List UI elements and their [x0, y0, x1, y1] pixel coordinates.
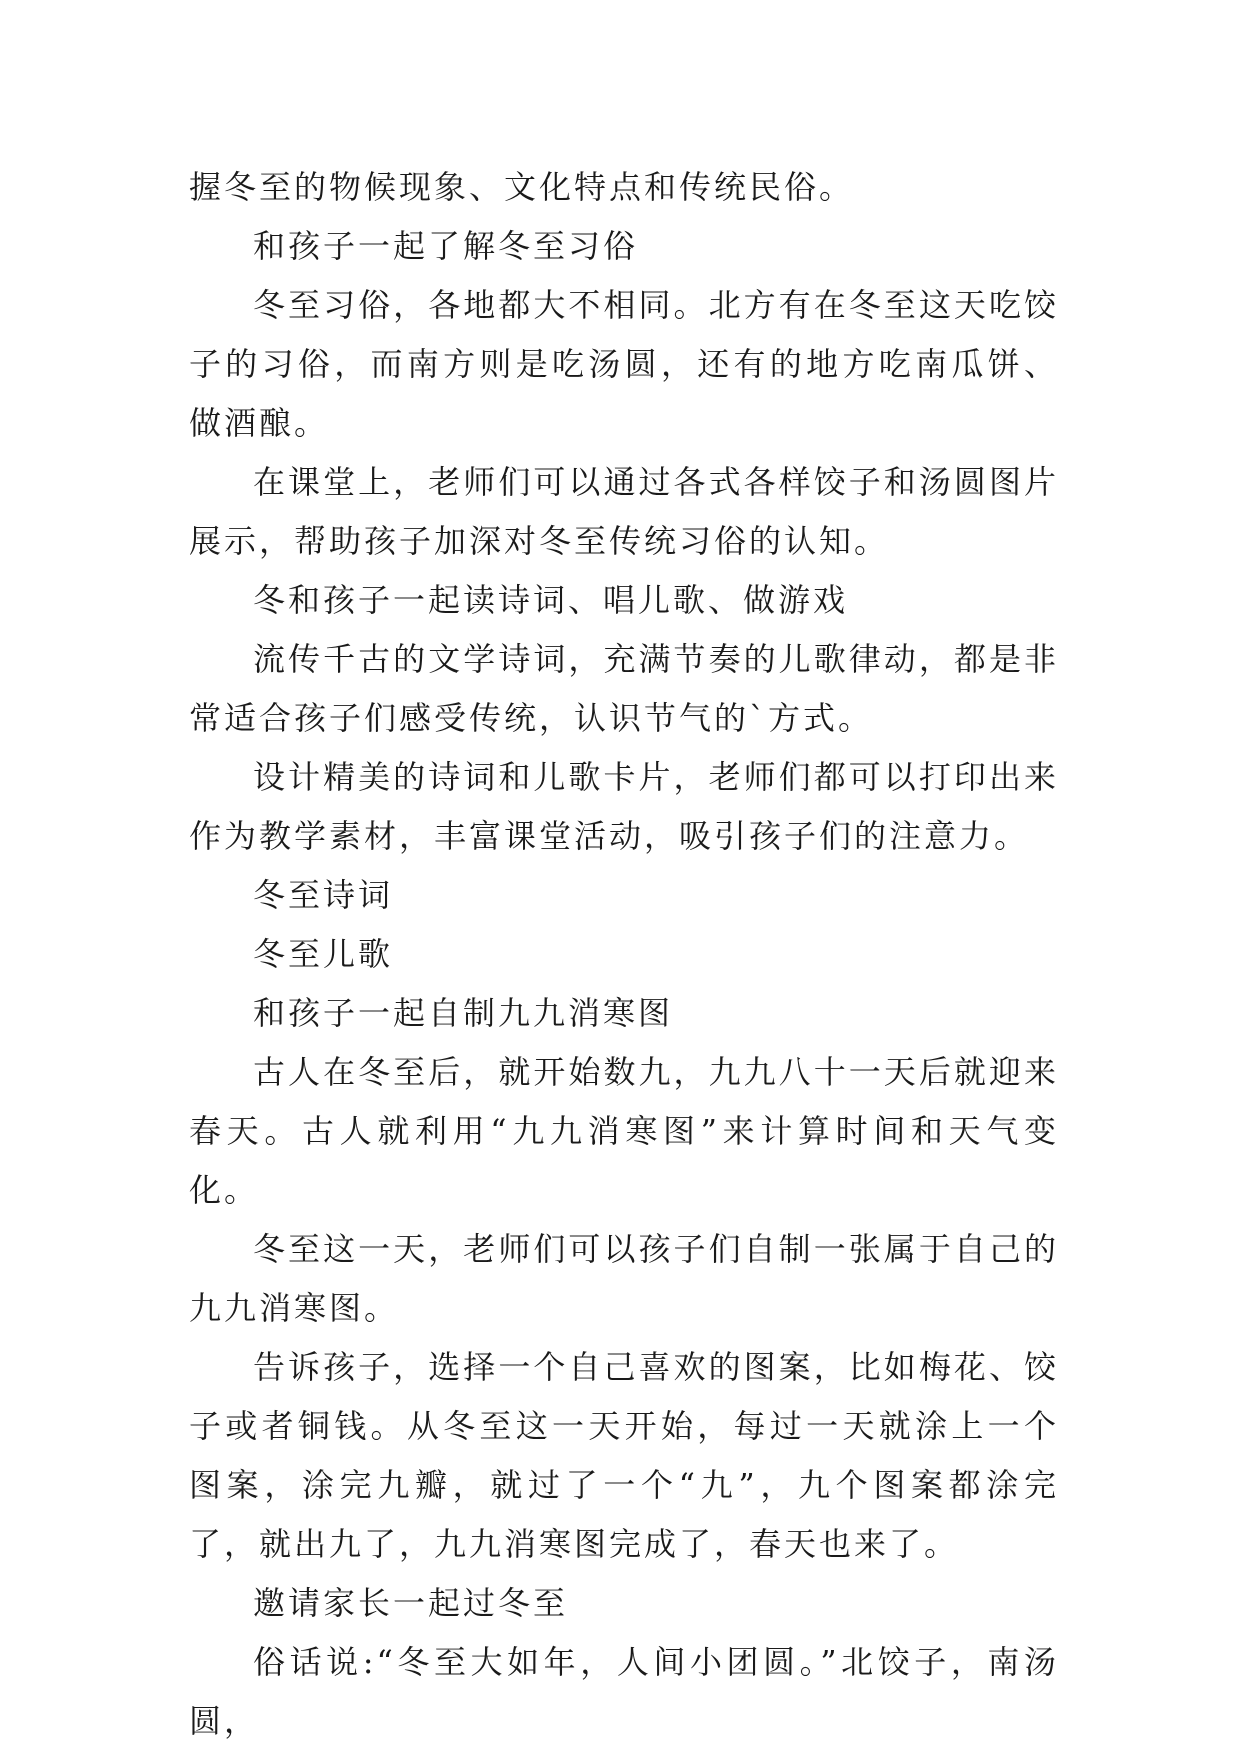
section-heading-customs: 和孩子一起了解冬至习俗: [253, 227, 639, 265]
section-heading-poems-songs: 冬和孩子一起读诗词、唱儿歌、做游戏: [253, 581, 849, 619]
paragraph-continuation: 握冬至的物候现象、文化特点和传统民俗。: [189, 168, 855, 206]
paragraph: 冬至这一天，老师们可以孩子们自制一张属于自己的九九消寒图。: [189, 1230, 1059, 1327]
section-heading-chart: 和孩子一起自制九九消寒图: [253, 994, 674, 1032]
subheading-poems: 冬至诗词: [253, 876, 394, 914]
paragraph: 古人在冬至后，就开始数九，九九八十一天后就迎来春天。古人就利用“九九消寒图”来计算时间和天气变化。: [189, 1053, 1059, 1209]
paragraph: 设计精美的诗词和儿歌卡片，老师们都可以打印出来作为教学素材，丰富课堂活动，吸引孩子们的注意力。: [189, 758, 1059, 855]
document-body: [189, 158, 1059, 1751]
paragraph: 流传千古的文学诗词，充满节奏的儿歌律动，都是非常适合孩子们感受传统，认识节气的`方式。: [189, 640, 1059, 737]
paragraph: 在课堂上，老师们可以通过各式各样饺子和汤圆图片展示，帮助孩子加深对冬至传统习俗的认知。: [189, 463, 1059, 560]
paragraph: 告诉孩子，选择一个自己喜欢的图案，比如梅花、饺子或者铜钱。从冬至这一天开始，每过一天就涂上一个图案，涂完九瓣，就过了一个“九”，九个图案都涂完了，就出九了，九九消寒图完成了，春天也来了。: [189, 1348, 1059, 1563]
subheading-songs: 冬至儿歌: [253, 935, 394, 973]
paragraph: 冬至习俗，各地都大不相同。北方有在冬至这天吃饺子的习俗，而南方则是吃汤圆，还有的地方吃南瓜饼、做酒酿。: [189, 286, 1059, 442]
section-heading-parents: 邀请家长一起过冬至: [253, 1584, 569, 1622]
paragraph: 俗话说:“冬至大如年，人间小团圆。”北饺子，南汤圆，: [189, 1643, 1059, 1740]
